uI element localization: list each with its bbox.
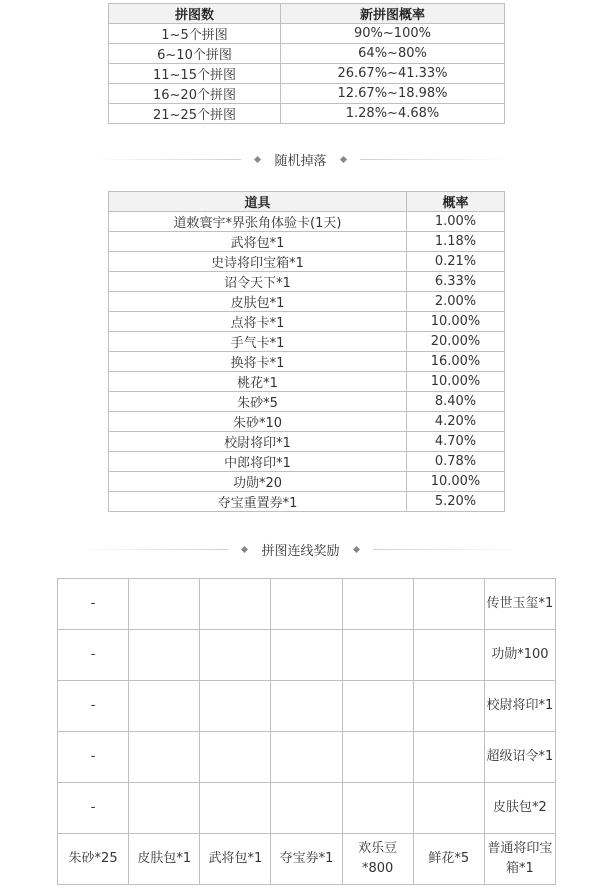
section-heading-drop [0,150,601,169]
table-cell: 道敕寰宇*界张角体验卡(1天) [109,212,407,232]
table-cell: 朱砂*10 [109,412,407,432]
table-cell [200,732,271,783]
table-cell: 1.00% [407,212,505,232]
table-header-row [109,4,505,24]
table-cell: 诏令天下*1 [109,272,407,292]
table-cell [271,630,342,681]
table-cell [342,732,413,783]
table-cell [342,630,413,681]
table-cell: 手气卡*1 [109,332,407,352]
header-cell: 新拼图概率 [281,4,505,24]
table-cell: - [58,579,129,630]
table-row [58,783,556,834]
table-cell [342,579,413,630]
table-row [109,472,505,492]
table-row [109,212,505,232]
table-cell: 换将卡*1 [109,352,407,372]
table-cell: 12.67%~18.98% [281,84,505,104]
table-cell: 1~5个拼图 [109,24,281,44]
header-cell: 道具 [109,192,407,212]
table-row [109,392,505,412]
table-cell: 朱砂*5 [109,392,407,412]
table-cell [200,681,271,732]
table-cell: 校尉将印*1 [109,432,407,452]
table-row [58,681,556,732]
table-cell: 武将包*1 [109,232,407,252]
puzzle-probability-table [108,3,505,124]
table-cell: 6.33% [407,272,505,292]
table-cell [129,783,200,834]
section-heading-line-rewards [0,540,601,559]
table-cell: 5.20% [407,492,505,512]
table-cell: 功勋*20 [109,472,407,492]
table-cell: - [58,783,129,834]
table-cell [271,579,342,630]
diamond-icon [352,546,359,553]
table-cell: 21~25个拼图 [109,104,281,124]
divider [360,159,510,160]
table-cell: 11~15个拼图 [109,64,281,84]
table-cell [342,681,413,732]
table-cell: - [58,732,129,783]
table-cell: 鲜花*5 [413,834,484,885]
table-cell: 26.67%~41.33% [281,64,505,84]
table-cell: 夺宝券*1 [271,834,342,885]
table-cell [200,630,271,681]
table-cell: 16~20个拼图 [109,84,281,104]
table-cell: 校尉将印*1 [484,681,555,732]
table-cell: 4.20% [407,412,505,432]
table-cell [129,681,200,732]
table-row [109,332,505,352]
table-cell [342,783,413,834]
table-row [109,272,505,292]
table-cell: 10.00% [407,312,505,332]
table-row [109,432,505,452]
table-row [109,352,505,372]
table-row [109,232,505,252]
diamond-icon [241,546,248,553]
table-cell: 点将卡*1 [109,312,407,332]
section-title: 随机掉落 [274,154,327,169]
table-cell: 桃花*1 [109,372,407,392]
table-row [58,834,556,885]
table-cell: 0.78% [407,452,505,472]
table-cell: 10.00% [407,372,505,392]
table-cell [271,732,342,783]
table-cell: 90%~100% [281,24,505,44]
table-cell: - [58,630,129,681]
header-cell: 拼图数 [109,4,281,24]
table-row [109,64,505,84]
table-row [109,292,505,312]
table-cell: 史诗将印宝箱*1 [109,252,407,272]
table-row [109,492,505,512]
table-cell: 20.00% [407,332,505,352]
table-row [109,104,505,124]
table-row [109,372,505,392]
table-header-row [109,192,505,212]
divider [91,159,241,160]
table-cell [271,783,342,834]
table-row [109,412,505,432]
table-cell: 2.00% [407,292,505,312]
table-cell [413,681,484,732]
table-cell [413,732,484,783]
table-cell: 8.40% [407,392,505,412]
table-cell: 传世玉玺*1 [484,579,555,630]
table-cell: 夺宝重置券*1 [109,492,407,512]
table-cell: 6~10个拼图 [109,44,281,64]
table-row [109,312,505,332]
table-cell: - [58,681,129,732]
table-cell [200,579,271,630]
line-reward-grid [57,578,556,885]
diamond-icon [339,156,346,163]
table-cell [413,783,484,834]
table-cell: 1.18% [407,232,505,252]
divider [373,549,523,550]
table-cell: 普通将印宝箱*1 [484,834,555,885]
table-cell: 16.00% [407,352,505,372]
table-cell: 超级诏令*1 [484,732,555,783]
table-cell: 皮肤包*1 [109,292,407,312]
table-row [109,24,505,44]
table-cell: 皮肤包*2 [484,783,555,834]
table-cell [413,579,484,630]
table-cell [129,732,200,783]
table-cell: 0.21% [407,252,505,272]
table-row [109,452,505,472]
table-cell: 皮肤包*1 [129,834,200,885]
diamond-icon [254,156,261,163]
divider [78,549,228,550]
header-cell: 概率 [407,192,505,212]
table-cell [129,630,200,681]
table-row [109,252,505,272]
table-row [109,44,505,64]
table-row [109,84,505,104]
table-cell [413,630,484,681]
table-cell: 64%~80% [281,44,505,64]
table-cell: 武将包*1 [200,834,271,885]
table-cell: 功勋*100 [484,630,555,681]
table-cell: 4.70% [407,432,505,452]
random-drop-table [108,191,505,512]
table-cell [129,579,200,630]
table-row [58,732,556,783]
table-row [58,630,556,681]
section-title: 拼图连线奖励 [261,544,340,559]
table-cell: 朱砂*25 [58,834,129,885]
table-cell: 10.00% [407,472,505,492]
table-cell [200,783,271,834]
table-cell: 1.28%~4.68% [281,104,505,124]
table-cell: 欢乐豆*800 [342,834,413,885]
table-cell [271,681,342,732]
table-cell: 中郎将印*1 [109,452,407,472]
table-row [58,579,556,630]
